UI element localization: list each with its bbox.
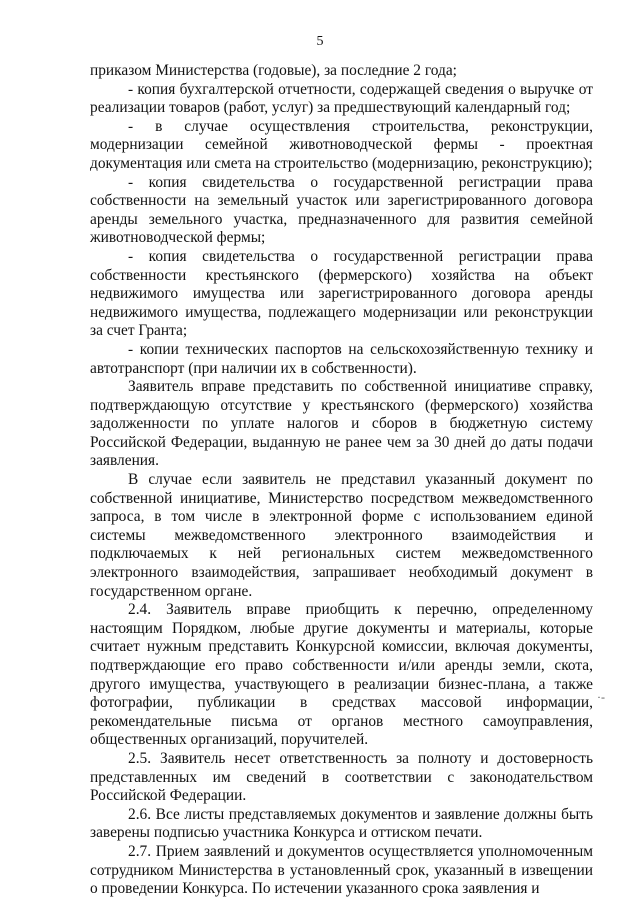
paragraph: - копии технических паспортов на сельскохозяйственную технику и автотранспорт (при наличии их в собственности). (90, 340, 593, 377)
paragraph: приказом Министерства (годовые), за последние 2 года; (90, 62, 457, 79)
paragraph: В случае если заявитель не представил указанный документ по собственной инициативе, Министерство посредством межведомственного запроса, в том числе в электронной форме с использованием единой системы межведомственного электронного взаимодействия и подключаемых к ней региональных систем межведомственного электронного взаимодействия, запрашивает необходимый документ в государственном органе. (90, 471, 593, 600)
paragraph: 2.7. Прием заявлений и документов осуществляется уполномоченным сотрудником Министерства в установленный срок, указанный в извещении о проведении Конкурса. По истечении указанного срока заявления и (90, 842, 593, 898)
paragraph: - копия свидетельства о государственной регистрации права собственности крестьянского (фермерского) хозяйства на объект недвижимого имущества или зарегистрированного договора аренды недвижимого имущества, подлежащего модернизации или реконструкции за счет Гранта; (90, 247, 593, 340)
paragraph: 2.6. Все листы представляемых документов и заявление должны быть заверены подписью участника Конкурса и оттиском печати. (90, 805, 593, 842)
paragraph: - в случае осуществления строительства, реконструкции, модернизации семейной животноводческой фермы - проектная документация или смета на строительство (модернизацию, реконструкцию); (90, 117, 593, 172)
paragraph: - копия свидетельства о государственной регистрации права собственности на земельный участок или зарегистрированного договора аренды земельного участка, предназначенного для развития семейной животноводческой фермы; (90, 173, 593, 247)
scan-mark: ·- (597, 690, 605, 704)
paragraph: - копия бухгалтерской отчетности, содержащей сведения о выручке от реализации товаров (работ, услуг) за предшествующий календарный год; (90, 80, 593, 117)
document-body (90, 62, 593, 899)
paragraph: 2.5. Заявитель несет ответственность за полноту и достоверность представленных им сведений в соответствии с законодательством Российской Федерации. (90, 749, 593, 805)
paragraph: Заявитель вправе представить по собственной инициативе справку, подтверждающую отсутствие у крестьянского (фермерского) хозяйства задолженности по уплате налогов и сборов в бюджетную систему Российской Федерации, выданную не ранее чем за 30 дней до даты подачи заявления. (90, 378, 593, 470)
paragraph: 2.4. Заявитель вправе приобщить к перечню, определенному настоящим Порядком, любые другие документы и материалы, которые считает нужным представить Конкурсной комиссии, включая документы, подтверждающие его право собственности и/или аренды земли, скота, другого имущества, участвующего в реализации бизнес-плана, а также фотографии, публикации в средствах массовой информации, рекомендательные письма от органов местного самоуправления, общественных организаций, поручителей. (90, 601, 593, 749)
page-number: 5 (316, 34, 324, 49)
